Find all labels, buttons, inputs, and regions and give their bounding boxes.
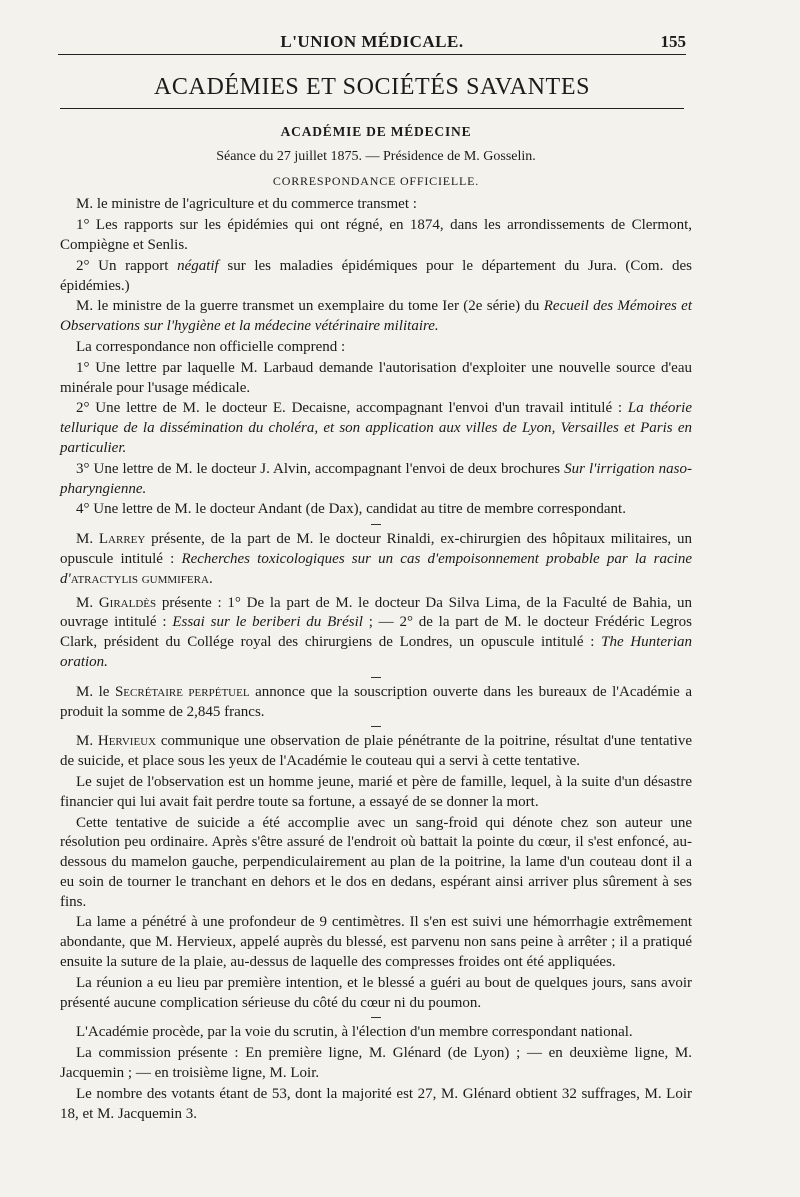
correspondance-heading: CORRESPONDANCE OFFICIELLE. — [272, 173, 480, 188]
paragraph-rapports-epidemies: 1° Les rapports sur les épidémies qui ont régné, en 1874, dans les arrondissements de Clermont, Compiègne et Senlis. — [60, 217, 692, 253]
paragraph-lettre-alvin: 3° Une lettre de M. le docteur J. Alvin, accompagnant l'envoi de deux brochures Sur l'irrigation naso-pharyngienne. — [60, 460, 693, 497]
paragraph-commission: La commission présente : En première ligne, M. Glénard (de Lyon) ; — en deuxième ligne, M. Jacquemin ; — en troisième ligne, M. Loir. — [60, 1045, 692, 1082]
paragraph-tentative-suicide: Cette tentative de suicide a été accomplie avec un sang-froid qui dénote chez son auteur une résolution peu ordinaire. Après s'être assuré de l'endroit où battait la pointe du cœur, il s'est enfoncé, au-dessous du mamelon gauche, perpendiculairement au plan de la poitrine, la lame d'un couteau dont il a eu soin de tourner le tranchant en dehors et le dos en dedans, espérant ainsi arriver plus sûrement à ses fins. — [60, 814, 692, 910]
paragraph-votants: Le nombre des votants étant de 53, dont la majorité est 27, M. Glénard obtient 32 suffrages, M. Loir 18, et M. Jacquemin 3. — [60, 1085, 692, 1122]
separator-rule — [371, 677, 381, 678]
paragraph-giraldes: M. Giraldès présente : 1° De la part de M. le docteur Da Silva Lima, de la Faculté de Bahia, un ouvrage intitulé : Essai sur le beriberi du Brésil ; — 2° de la part de M. le docteur Frédéric Legros Clark, président du Collége royal des chirurgiens de Londres, un opuscule intitulé : The Hunterian oration. — [60, 594, 692, 670]
paragraph-larrey: M. Larrey présente, de la part de M. le docteur Rinaldi, ex-chirurgien des hôpitaux militaires, un opuscule intitulé : Recherches toxicologiques sur un cas d'empoisonnement probable par la racine d'atractylis gummifera. — [60, 531, 693, 587]
section-title: ACADÉMIES ET SOCIÉTÉS SAVANTES — [153, 74, 591, 100]
separator-rule — [371, 726, 381, 727]
title-rule — [60, 108, 684, 109]
page-number: 155 — [660, 32, 686, 51]
paragraph-sujet-observation: Le sujet de l'observation est un homme jeune, marié et père de famille, lequel, à la suite d'un désastre financier qui lui avait fait perdre toute sa fortune, a essayé de se donner la mort. — [60, 773, 692, 810]
session-line: Séance du 27 juillet 1875. — Présidence de M. Gosselin. — [216, 148, 536, 164]
running-header — [58, 26, 686, 55]
academy-heading: ACADÉMIE DE MÉDECINE — [280, 124, 472, 139]
paragraph-rapport-negatif: 2° Un rapport négatif sur les maladies épidémiques pour le département du Jura. (Com. des épidémies.) — [60, 257, 692, 294]
paragraph-lame: La lame a pénétré à une profondeur de 9 centimètres. Il s'en est suivi une hémorrhagie extrêmement abondante, que M. Hervieux, appelé auprès du blessé, est parvenu non sans peine à arrêter ; il a pratiqué ensuite la suture de la plaie, au-dessus de laquelle des compresses froides ont été appliquées. — [60, 914, 692, 971]
paragraph-election: L'Académie procède, par la voie du scrutin, à l'élection d'un membre correspondant national. — [76, 1024, 633, 1041]
paragraph-lettre-andant: 4° Une lettre de M. le docteur Andant (de Dax), candidat au titre de membre correspondant. — [76, 501, 626, 518]
paragraph-reunion: La réunion a eu lieu par première intention, et le blessé a guéri au bout de quelques jours, sans avoir présenté aucune complication sérieuse du côté du cœur ni du poumon. — [60, 974, 692, 1011]
separator-rule — [371, 1017, 381, 1018]
paragraph-lettre-decaisne: 2° Une lettre de M. le docteur E. Decaisne, accompagnant l'envoi d'un travail intitulé : La théorie tellurique de la dissémination du choléra, et son application aux villes de Lyon, Versailles et Paris en particulier. — [60, 400, 692, 456]
paragraph-correspondance-non-officielle: La correspondance non officielle comprend : — [76, 338, 346, 355]
paragraph-ministre-guerre: M. le ministre de la guerre transmet un exemplaire du tome Ier (2e série) du Recueil des Mémoires et Observations sur l'hygiène et la médecine vétérinaire militaire. — [60, 298, 692, 335]
paragraph-hervieux: M. Hervieux communique une observation de plaie pénétrante de la poitrine, résultat d'une tentative de suicide, et place sous les yeux de l'Académie le couteau qui a servi à cette tentative. — [60, 733, 692, 770]
separator-rule — [371, 524, 381, 525]
running-title: L'UNION MÉDICALE. — [280, 32, 464, 51]
article-body — [60, 122, 692, 1125]
paragraph-secretaire-perpetuel: M. le Secrétaire perpétuel annonce que la souscription ouverte dans les bureaux de l'Académie a produit la somme de 2,845 francs. — [60, 683, 692, 720]
paragraph-ministre-agriculture: M. le ministre de l'agriculture et du commerce transmet : — [76, 196, 417, 213]
paragraph-lettre-larbaud: 1° Une lettre par laquelle M. Larbaud demande l'autorisation d'exploiter une nouvelle source d'eau minérale pour l'usage médicale. — [60, 359, 692, 396]
